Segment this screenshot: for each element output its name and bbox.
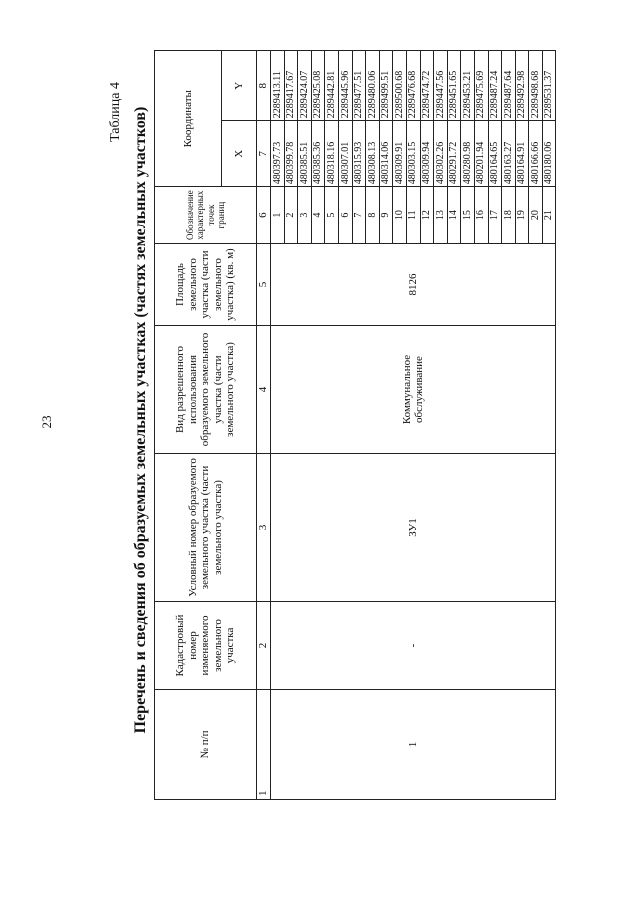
point-x: 480318.16 xyxy=(325,121,339,187)
point-y: 2289499.51 xyxy=(379,51,393,121)
point-number: 10 xyxy=(393,187,407,244)
point-x: 480302.26 xyxy=(434,121,448,187)
point-number: 18 xyxy=(502,187,516,244)
plot-row-number: 1 xyxy=(271,690,556,800)
table-label: Таблица 4 xyxy=(108,82,123,142)
table-body xyxy=(155,51,556,800)
point-number: 20 xyxy=(529,187,543,244)
point-x: 480309.91 xyxy=(393,121,407,187)
point-y: 2289487.64 xyxy=(502,51,516,121)
header-row xyxy=(155,51,222,800)
column-number: 7 xyxy=(257,121,271,187)
header-row-number: № п/п xyxy=(155,690,257,800)
page-number: 23 xyxy=(39,415,54,429)
point-x: 480309.94 xyxy=(420,121,434,187)
point-x: 480397.73 xyxy=(271,121,285,187)
point-x: 480280.98 xyxy=(461,121,475,187)
point-x: 480201.94 xyxy=(474,121,488,187)
point-number: 7 xyxy=(352,187,366,244)
point-x: 480180.06 xyxy=(542,121,556,187)
plot-permitted-use: Коммунальное обслуживание xyxy=(271,326,556,454)
point-y: 2289487.24 xyxy=(488,51,502,121)
point-x: 480163.27 xyxy=(502,121,516,187)
table-row xyxy=(271,51,285,800)
point-y: 2289451.65 xyxy=(447,51,461,121)
point-number: 15 xyxy=(461,187,475,244)
point-x: 480385.36 xyxy=(311,121,325,187)
header-x: X xyxy=(222,121,257,187)
point-number: 11 xyxy=(406,187,420,244)
column-number: 6 xyxy=(257,187,271,244)
point-y: 2289417.67 xyxy=(284,51,298,121)
rotated-page-content xyxy=(0,30,640,870)
header-coordinates: Координаты xyxy=(155,51,222,187)
plots-table-wrapper xyxy=(154,50,556,800)
plot-conditional-number: ЗУ1 xyxy=(271,454,556,602)
point-x: 480291.72 xyxy=(447,121,461,187)
point-y: 2289531.37 xyxy=(542,51,556,121)
header-conditional-number: Условный номер образуемого земельного участка (части земельного участка) xyxy=(155,454,257,602)
column-number-row xyxy=(257,51,271,800)
point-x: 480308.13 xyxy=(366,121,380,187)
header-cadastral-number: Кадастровый номер изменяемого земельного участка xyxy=(155,602,257,690)
point-x: 480166.66 xyxy=(529,121,543,187)
point-y: 2289413.11 xyxy=(271,51,285,121)
point-y: 2289500.68 xyxy=(393,51,407,121)
point-y: 2289424.07 xyxy=(298,51,312,121)
column-number: 4 xyxy=(257,326,271,454)
point-y: 2289445.96 xyxy=(338,51,352,121)
point-number: 1 xyxy=(271,187,285,244)
point-number: 21 xyxy=(542,187,556,244)
column-number: 3 xyxy=(257,454,271,602)
column-number: 1 xyxy=(257,690,271,800)
point-y: 2289453.21 xyxy=(461,51,475,121)
point-y: 2289498.68 xyxy=(529,51,543,121)
column-number: 5 xyxy=(257,244,271,326)
header-area: Площадь земельного участка (части земельного участка) (кв. м) xyxy=(155,244,257,326)
point-number: 6 xyxy=(338,187,352,244)
header-boundary-points: Обозначение характерных точек границ xyxy=(155,187,257,244)
point-number: 19 xyxy=(515,187,529,244)
point-y: 2289425.08 xyxy=(311,51,325,121)
point-x: 480315.93 xyxy=(352,121,366,187)
point-x: 480314.06 xyxy=(379,121,393,187)
point-y: 2289475.69 xyxy=(474,51,488,121)
point-number: 4 xyxy=(311,187,325,244)
point-number: 8 xyxy=(366,187,380,244)
column-number: 2 xyxy=(257,602,271,690)
point-y: 2289476.68 xyxy=(406,51,420,121)
point-number: 16 xyxy=(474,187,488,244)
point-number: 9 xyxy=(379,187,393,244)
point-number: 17 xyxy=(488,187,502,244)
column-number: 8 xyxy=(257,51,271,121)
point-x: 480399.78 xyxy=(284,121,298,187)
point-x: 480385.51 xyxy=(298,121,312,187)
point-y: 2289474.72 xyxy=(420,51,434,121)
plots-table xyxy=(154,50,556,800)
point-number: 5 xyxy=(325,187,339,244)
point-y: 2289480.06 xyxy=(366,51,380,121)
point-number: 2 xyxy=(284,187,298,244)
plot-cadastral-number: - xyxy=(271,602,556,690)
point-y: 2289447.56 xyxy=(434,51,448,121)
plot-area: 8126 xyxy=(271,244,556,326)
point-x: 480164.65 xyxy=(488,121,502,187)
header-permitted-use: Вид разрешенного использования образуемого земельного участка (части земельного участка) xyxy=(155,326,257,454)
document-title: Перечень и сведения об образуемых земельных участках (частях земельных участков) xyxy=(132,106,149,734)
point-y: 2289442.81 xyxy=(325,51,339,121)
point-x: 480164.91 xyxy=(515,121,529,187)
point-number: 3 xyxy=(298,187,312,244)
point-number: 12 xyxy=(420,187,434,244)
point-number: 14 xyxy=(447,187,461,244)
point-y: 2289477.51 xyxy=(352,51,366,121)
point-x: 480307.01 xyxy=(338,121,352,187)
point-y: 2289492.98 xyxy=(515,51,529,121)
point-x: 480303.15 xyxy=(406,121,420,187)
point-number: 13 xyxy=(434,187,448,244)
header-y: Y xyxy=(222,51,257,121)
